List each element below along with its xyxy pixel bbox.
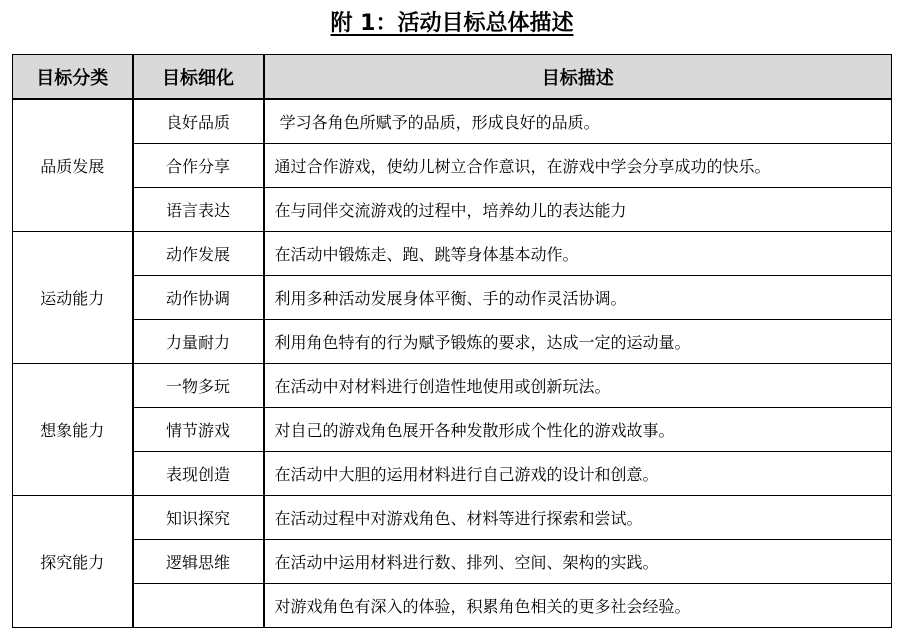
table-row xyxy=(13,232,892,276)
description-cell: 对自己的游戏角色展开各种发散形成个性化的游戏故事。 xyxy=(264,408,892,452)
description-cell: 在活动中运用材料进行数、排列、空间、架构的实践。 xyxy=(264,540,892,584)
table-row xyxy=(13,99,892,144)
category-cell: 品质发展 xyxy=(13,99,133,232)
page-title-text: 附 1：活动目标总体描述 xyxy=(330,11,574,36)
subgoal-cell: 动作发展 xyxy=(133,232,264,276)
table-row xyxy=(13,408,892,452)
subgoal-cell: 逻辑思维 xyxy=(133,540,264,584)
table-row xyxy=(13,276,892,320)
goal-table xyxy=(12,54,892,628)
table-row xyxy=(13,144,892,188)
category-cell: 运动能力 xyxy=(13,232,133,364)
description-cell: 在活动中大胆的运用材料进行自己游戏的设计和创意。 xyxy=(264,452,892,496)
description-cell: 学习各角色所赋予的品质，形成良好的品质。 xyxy=(264,99,892,144)
description-cell: 对游戏角色有深入的体验，积累角色相关的更多社会经验。 xyxy=(264,584,892,628)
table-header-row xyxy=(13,55,892,100)
subgoal-cell: 力量耐力 xyxy=(133,320,264,364)
description-cell: 在活动中对材料进行创造性地使用或创新玩法。 xyxy=(264,364,892,408)
table-row xyxy=(13,364,892,408)
subgoal-cell: 动作协调 xyxy=(133,276,264,320)
page-title xyxy=(0,6,904,42)
table-row xyxy=(13,496,892,540)
subgoal-cell: 情节游戏 xyxy=(133,408,264,452)
subgoal-cell: 语言表达 xyxy=(133,188,264,232)
header-subgoal: 目标细化 xyxy=(133,55,264,100)
subgoal-cell: 知识探究 xyxy=(133,496,264,540)
table-row xyxy=(13,320,892,364)
table-row xyxy=(13,452,892,496)
subgoal-cell: 表现创造 xyxy=(133,452,264,496)
subgoal-cell: 合作分享 xyxy=(133,144,264,188)
header-category: 目标分类 xyxy=(13,55,133,100)
table-row xyxy=(13,188,892,232)
subgoal-cell: 良好品质 xyxy=(133,99,264,144)
category-cell: 探究能力 xyxy=(13,496,133,628)
subgoal-cell xyxy=(133,584,264,628)
description-cell: 利用多种活动发展身体平衡、手的动作灵活协调。 xyxy=(264,276,892,320)
description-cell: 通过合作游戏，使幼儿树立合作意识，在游戏中学会分享成功的快乐。 xyxy=(264,144,892,188)
table-row xyxy=(13,540,892,584)
description-cell: 在活动中锻炼走、跑、跳等身体基本动作。 xyxy=(264,232,892,276)
description-cell: 在与同伴交流游戏的过程中，培养幼儿的表达能力 xyxy=(264,188,892,232)
table-row xyxy=(13,584,892,628)
category-cell: 想象能力 xyxy=(13,364,133,496)
header-description: 目标描述 xyxy=(264,55,892,100)
description-cell: 在活动过程中对游戏角色、材料等进行探索和尝试。 xyxy=(264,496,892,540)
subgoal-cell: 一物多玩 xyxy=(133,364,264,408)
description-cell: 利用角色特有的行为赋予锻炼的要求，达成一定的运动量。 xyxy=(264,320,892,364)
